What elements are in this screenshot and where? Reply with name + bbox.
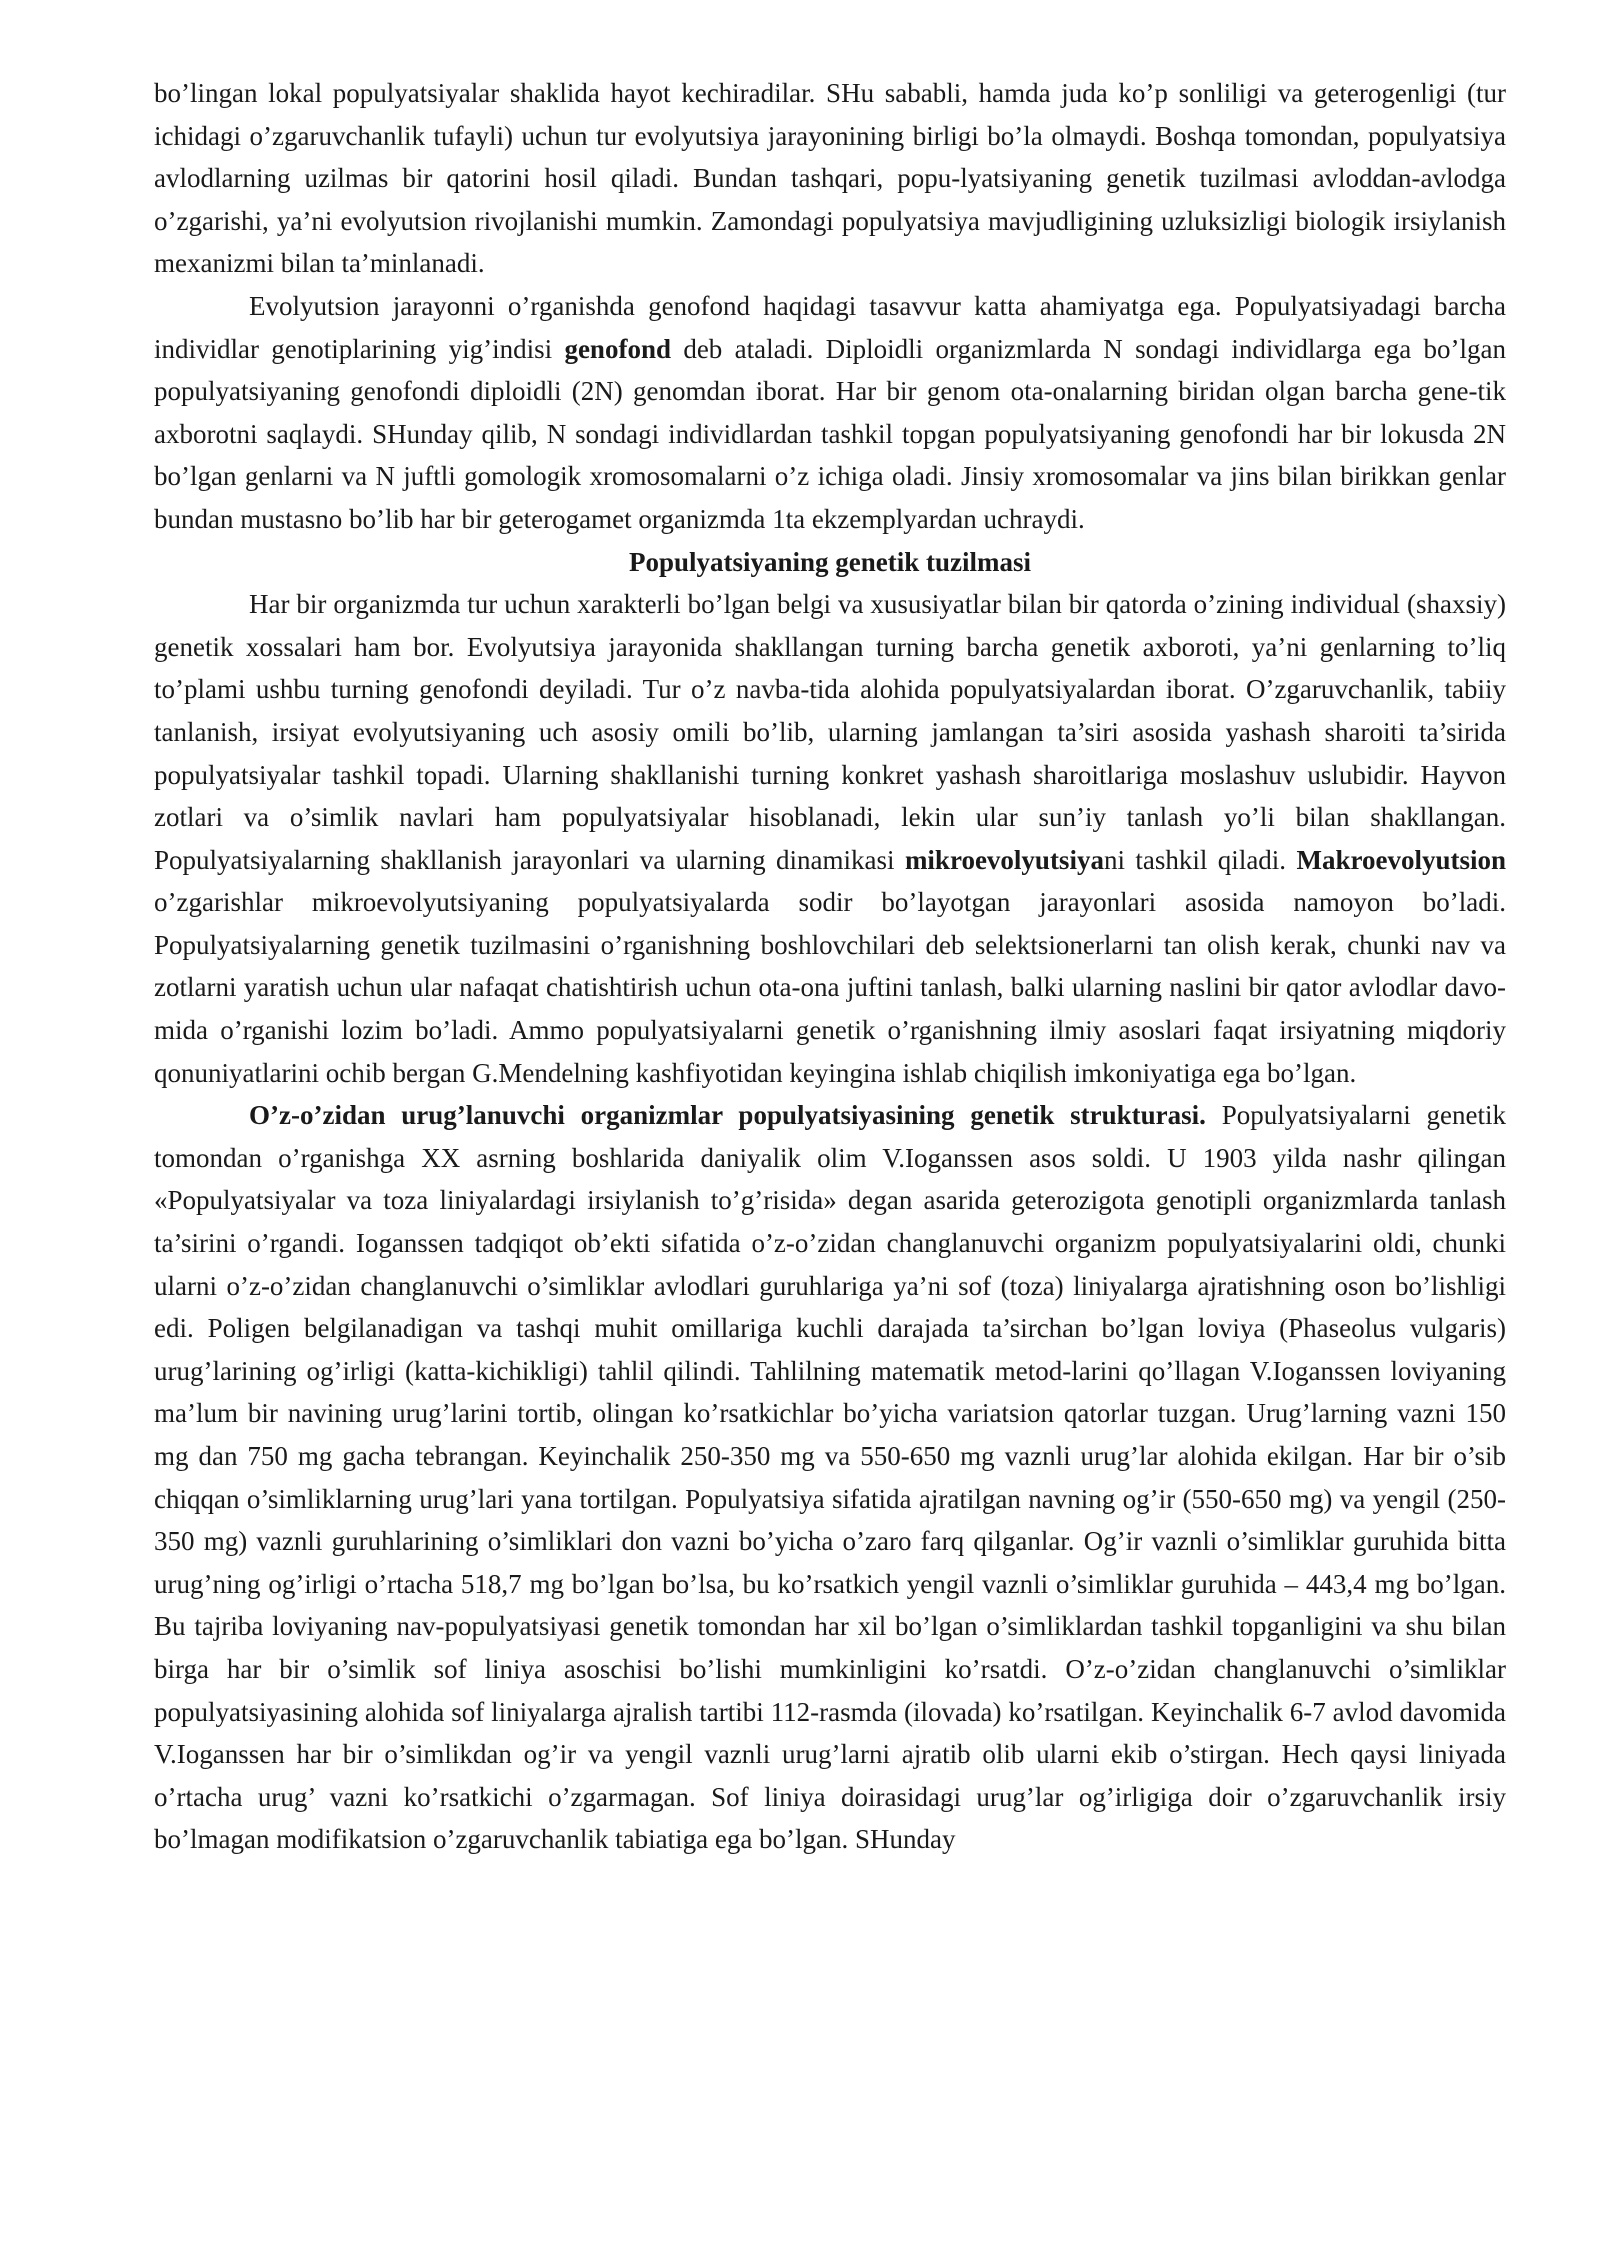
paragraph-self-pollinating [154, 1094, 1506, 1861]
paragraph-genetic-structure [154, 583, 1506, 1094]
paragraph-genetic-structure-text-b: ni tashkil qiladi. [1103, 844, 1297, 875]
paragraph-genofond [154, 285, 1506, 541]
paragraph-genetic-structure-text-a: Har bir organizmda tur uchun xarakterli bo’lgan belgi va xususiyatlar bilan bir qatorda o’zining individual (shaxsiy) genetik xossalari ham bor. Evolyutsiya jarayonida shakllangan turning barcha genetik axboroti, ya’ni genlarning to’liq to’plami ushbu turning genofondi deyiladi. Tur o’z navba-tida alohida populyatsiyalardan iborat. O’zgaruvchanlik, tabiiy tanlanish, irsiyat evolyutsiyaning uch asosiy omili bo’lib, ularning jamlangan ta’siri asosida yashash sharoiti ta’sirida populyatsiyalar tashkil topadi. Ularning shakllanishi turning konkret yashash sharoitlariga moslashuv uslubidir. Hayvon zotlari va o’simlik navlari ham populyatsiyalar hisoblanadi, lekin ular sun’iy tanlash yo’li bilan shakllangan. Populyatsiyalarning shakllanish jarayonlari va ularning dinamikasi [154, 589, 1506, 875]
paragraph-genofond-text-b: deb ataladi. Diploidli organizmlarda N sondagi individlarga ega bo’lgan populyatsiyaning genofondi diploidli (2N) genomdan iborat. Har bir genom ota-onalarning biridan olgan barcha gene-tik axborotni saqlaydi. SHunday qilib, N sondagi individlardan tashkil topgan populyatsiyaning genofondi har bir lokusda 2N bo’lgan genlarni va N juftli gomologik xromosomalarni o’z ichiga oladi. Jinsiy xromosomalar va jins bilan birikkan genlar bundan mustasno bo’lib har bir geterogamet organizmda 1ta ekzemplyardan uchraydi. [154, 333, 1507, 534]
term-genofond: genofond [564, 333, 671, 364]
paragraph-genetic-structure-text-c: o’zgarishlar mikroevolyutsiyaning populyatsiyalarda sodir bo’layotgan jarayonlari asosida namoyon bo’ladi. Populyatsiyalarning genetik tuzilmasini o’rganishning boshlovchilari deb selektsionerlarni tan olish kerak, chunki nav va zotlarni yaratish uchun ular nafaqat chatishtirish uchun ota-ona juftini tanlash, balki ularning naslini bir qator avlodlar davo-mida o’rganishi lozim bo’ladi. Ammo populyatsiyalarni genetik o’rganishning ilmiy asoslari faqat irsiyatning miqdoriy qonuniyatlarini ochib bergan G.Mendelning kashfiyotidan keyingina ishlab chiqilish imkoniyatiga ega bo’lgan. [154, 887, 1506, 1088]
section-heading: Populyatsiyaning genetik tuzilmasi [628, 546, 1032, 577]
paragraph-genofond-text-a: Evolyutsion jarayonni o’rganishda genofond haqidagi tasavvur katta ahamiyatga ega. Populyatsiyadagi barcha individlar genotiplarining yig’indisi [154, 290, 1506, 364]
term-makroevolyutsion: Makroevolyutsion [1296, 844, 1506, 875]
paragraph-1: bo’lingan lokal populyatsiyalar shaklida hayot kechiradilar. SHu sababli, hamda juda ko’p sonliligi va geterogenligi (tur ichidagi o’zgaruvchanlik tufayli) uchun tur evolyutsiya jarayonining birligi bo’la olmaydi. Boshqa tomondan, populyatsiya avlodlarning uzilmas bir qatorini hosil qiladi. Bundan tashqari, popu-lyatsiyaning genetik tuzilmasi avloddan-avlodga o’zgarishi, ya’ni evolyutsion rivojlanishi mumkin. Zamondagi populyatsiya mavjudligining uzluksizligi biologik irsiylanish mexanizmi bilan ta’minlanadi. [154, 78, 1506, 279]
term-mikroevolyutsiya: mikroevolyutsiya [904, 844, 1104, 875]
document-page [154, 72, 1506, 1861]
paragraph-self-pollinating-text: Populyatsiyalarni genetik tomondan o’rganishga XX asrning boshlarida daniyalik olim V.Ioganssen asos soldi. U 1903 yilda nashr qilingan «Populyatsiyalar va toza liniyalardagi irsiylanish to’g’risida» degan asarida geterozigota genotipli organizmlarda tanlash ta’sirini o’rgandi. Ioganssen tadqiqot ob’ekti sifatida o’z-o’zidan changlanuvchi organizm populyatsiyalarini oldi, chunki ularni o’z-o’zidan changlanuvchi o’simliklar avlodlari guruhlariga ya’ni sof (toza) liniyalarga ajratishning oson bo’lishligi edi. Poligen belgilanadigan va tashqi muhit omillariga kuchli darajada ta’sirchan bo’lgan loviya (Phaseolus vulgaris) urug’larining og’irligi (katta-kichikligi) tahlil qilindi. Tahlilning matematik metod-larini qo’llagan V.Ioganssen loviyaning ma’lum bir navining urug’larini tortib, olingan ko’rsatkichlar bo’yicha variatsion qatorlar tuzgan. Urug’larning vazni 150 mg dan 750 mg gacha tebrangan. Keyinchalik 250-350 mg va 550-650 mg vaznli urug’lar alohida ekilgan. Har bir o’sib chiqqan o’simliklarning urug’lari yana tortilgan. Populyatsiya sifatida ajratilgan navning og’ir (550-650 mg) va yengil (250-350 mg) vaznli guruhlarining o’simliklari don vazni bo’yicha o’zaro farq qilganlar. Og’ir vaznli o’simliklar guruhida bitta urug’ning og’irligi o’rtacha 518,7 mg bo’lgan bo’lsa, bu ko’rsatkich yengil vaznli o’simliklar guruhida – 443,4 mg bo’lgan. Bu tajriba loviyaning nav-populyatsiyasi genetik tomondan har xil bo’lgan o’simliklardan tashkil topganligini va shu bilan birga har bir o’simlik sof liniya asoschisi bo’lishi mumkinligini ko’rsatdi. O’z-o’zidan changlanuvchi o’simliklar populyatsiyasining alohida sof liniyalarga ajralish tartibi 112-rasmda (ilovada) ko’rsatilgan. Keyinchalik 6-7 avlod davomida V.Ioganssen har bir o’simlikdan og’ir va yengil vaznli urug’larni ajratib olib ularni ekib o’stirgan. Hech qaysi liniyada o’rtacha urug’ vazni ko’rsatkichi o’zgarmagan. Sof liniya doirasidagi urug’lar og’irligiga doir o’zgaruvchanlik irsiy bo’lmagan modifikatsion o’zgaruvchanlik tabiatiga ega bo’lgan. SHunday [154, 1100, 1506, 1855]
inline-section-title: O’z-o’zidan urug’lanuvchi organizmlar populyatsiyasining genetik strukturasi. [249, 1100, 1206, 1131]
